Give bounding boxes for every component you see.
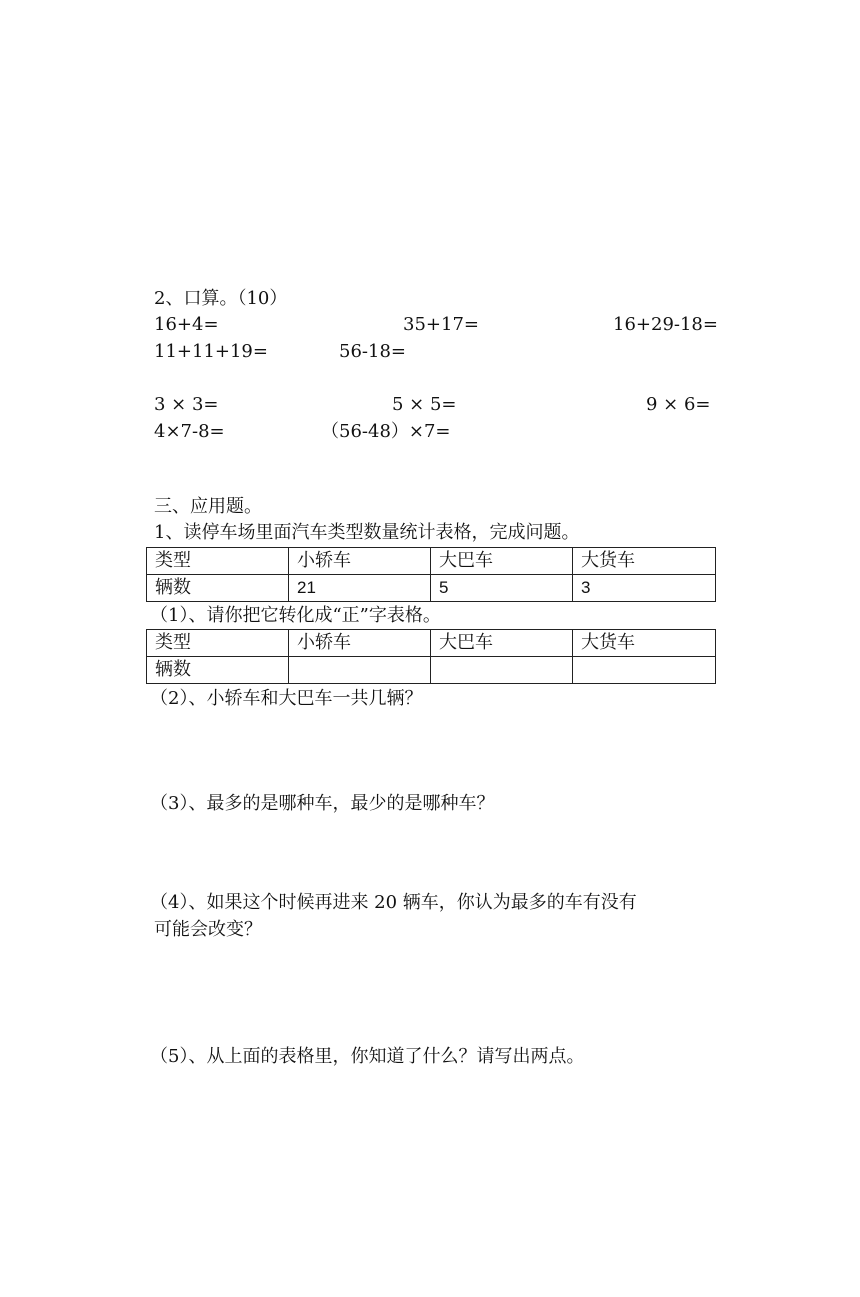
- problem-4: 11+11+19=: [154, 341, 268, 362]
- table-header-truck: 大货车: [573, 548, 716, 575]
- table-label-count: 辆数: [147, 575, 289, 602]
- sub-question-5: （5）、从上面的表格里，你知道了什么？请写出两点。: [150, 1046, 585, 1067]
- tally-cell-bus: [431, 657, 573, 684]
- sub-question-4-line-1: （4）、如果这个时候再进来 20 辆车，你认为最多的车有没有: [150, 892, 637, 913]
- sub-question-2: （2）、小轿车和大巴车一共几辆？: [150, 688, 423, 709]
- mental-math-heading: 2、口算。（10）: [154, 288, 288, 309]
- tally-header-truck: 大货车: [573, 630, 716, 657]
- table-row: [147, 657, 716, 684]
- tally-header-bus: 大巴车: [431, 630, 573, 657]
- problem-1: 16+4=: [154, 314, 219, 335]
- tally-cell-truck: [573, 657, 716, 684]
- table-row: [147, 548, 716, 575]
- problem-9: 4×7-8=: [154, 421, 225, 442]
- tally-header-type: 类型: [147, 630, 289, 657]
- sub-question-1: （1）、请你把它转化成“正”字表格。: [150, 605, 441, 626]
- table-cell-bus-count: 5: [431, 575, 573, 602]
- problem-2: 35+17=: [403, 314, 479, 335]
- problem-10: （56-48）×7=: [321, 421, 451, 442]
- table-cell-sedan-count: 21: [289, 575, 431, 602]
- problem-8: 9 × 6=: [646, 394, 711, 415]
- applied-heading: 三、应用题。: [154, 496, 262, 517]
- problem-6: 3 × 3=: [154, 394, 219, 415]
- sub-question-3: （3）、最多的是哪种车，最少的是哪种车？: [150, 793, 495, 814]
- problem-7: 5 × 5=: [392, 394, 457, 415]
- tally-label-count: 辆数: [147, 657, 289, 684]
- tally-cell-sedan: [289, 657, 431, 684]
- table-header-bus: 大巴车: [431, 548, 573, 575]
- table-header-sedan: 小轿车: [289, 548, 431, 575]
- tally-table: [146, 629, 716, 684]
- question-1-intro: 1、读停车场里面汽车类型数量统计表格，完成问题。: [154, 522, 580, 543]
- table-row: [147, 575, 716, 602]
- problem-3: 16+29-18=: [613, 314, 718, 335]
- problem-5: 56-18=: [339, 341, 406, 362]
- sub-question-4-line-2: 可能会改变？: [154, 919, 262, 940]
- table-header-type: 类型: [147, 548, 289, 575]
- tally-header-sedan: 小轿车: [289, 630, 431, 657]
- vehicle-count-table: [146, 547, 716, 602]
- table-cell-truck-count: 3: [573, 575, 716, 602]
- table-row: [147, 630, 716, 657]
